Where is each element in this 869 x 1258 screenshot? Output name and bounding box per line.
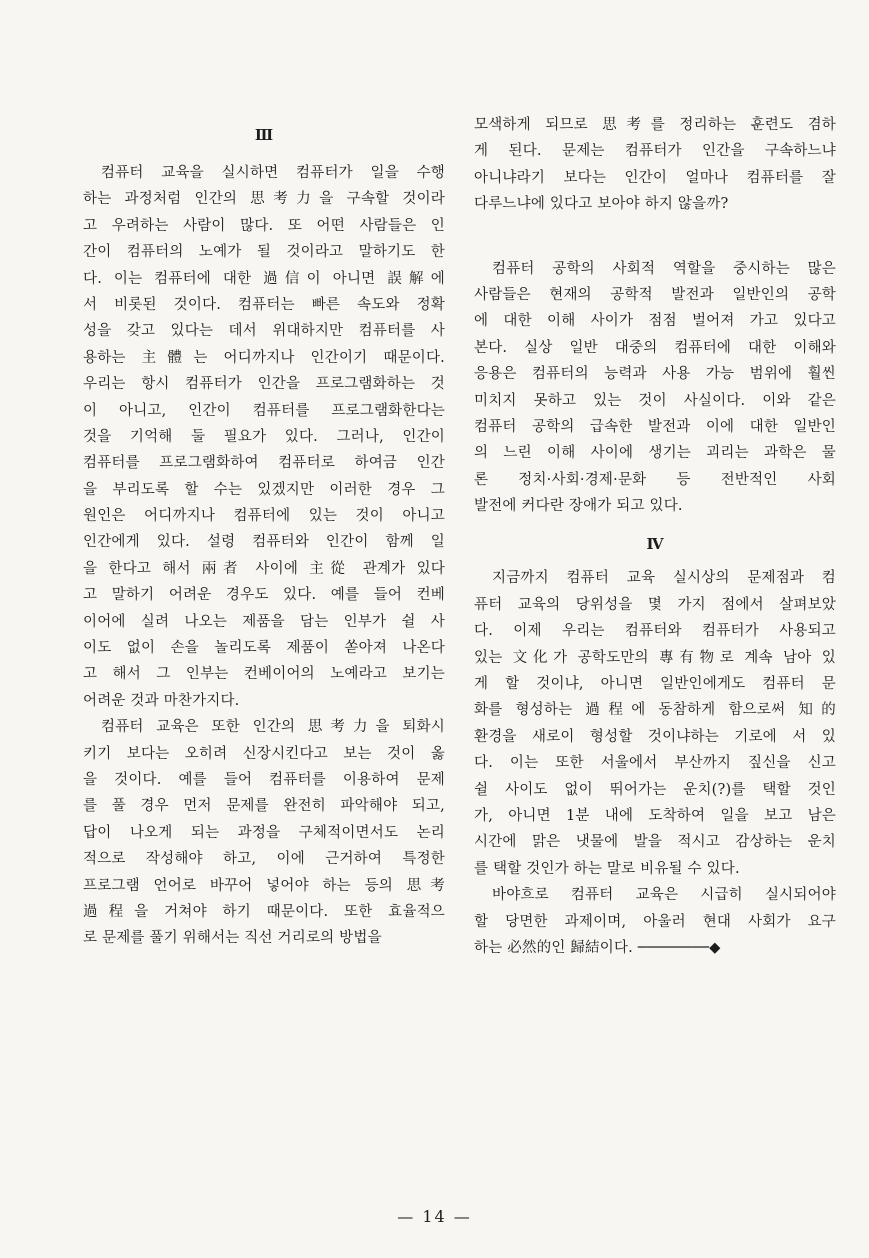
text-line: 을 것이다. 예를 들어 컴퓨터를 이용하여 문제 bbox=[83, 771, 445, 788]
text-line: 컴퓨터 교육을 실시하면 컴퓨터가 일을 수행 bbox=[101, 165, 445, 181]
text-line: 있는 文化가 공학도만의 專有物로 계속 남아 있 bbox=[474, 649, 836, 666]
text-line: 에 대한 이해 사이가 점점 벌어져 가고 있다고 bbox=[474, 313, 836, 330]
text-line: 다. 이는 컴퓨터에 대한 過信이 아니면 誤解에 bbox=[83, 270, 445, 287]
text-line: 화를 형성하는 過程에 동참하게 함으로써 知的 bbox=[474, 702, 836, 719]
text-line: 쉴 사이도 없이 뛰어가는 운치(?)를 택할 것인 bbox=[474, 781, 836, 798]
text-line: 론 정치·사회·경제·문화 등 전반적인 사회 bbox=[474, 471, 836, 488]
text-line: 하는 必然的인 歸結이다. ────────◆ bbox=[474, 939, 721, 956]
text-line: 過程을 거쳐야 하기 때문이다. 또한 효율적으 bbox=[83, 903, 445, 920]
text-line: 다. 이제 우리는 컴퓨터와 컴퓨터가 사용되고 bbox=[474, 623, 836, 640]
text-line: 우리는 항시 컴퓨터가 인간을 프로그램화하는 것 bbox=[83, 376, 445, 393]
text-line: 하는 과정처럼 인간의 思考力을 구속할 것이라 bbox=[83, 191, 445, 208]
text-line: 어려운 것과 마찬가지다. bbox=[83, 692, 240, 709]
text-line: 원인은 어디까지나 컴퓨터에 있는 것이 아니고 bbox=[83, 508, 445, 525]
text-line: 다루느냐에 있다고 보아야 하지 않을까? bbox=[474, 196, 729, 213]
text-line: 컴퓨터를 프로그램화하여 컴퓨터로 하여금 인간 bbox=[83, 455, 445, 472]
text-line: 사람들은 현재의 공학적 발전과 일반인의 공학 bbox=[474, 286, 836, 303]
text-line: 을 한다고 해서 兩者 사이에 主從 관계가 있다 bbox=[83, 560, 445, 577]
text-line: 고 우려하는 사람이 많다. 또 어떤 사람들은 인 bbox=[83, 217, 445, 234]
text-line: 고 말하기 어려운 경우도 있다. 예를 들어 컨베 bbox=[83, 587, 445, 604]
text-line: 용하는 主體는 어디까지나 인간이기 때문이다. bbox=[83, 349, 445, 366]
text-line: 바야흐로 컴퓨터 교육은 시급히 실시되어야 bbox=[492, 887, 836, 904]
text-line: 다. 이는 또한 서울에서 부산까지 짚신을 신고 bbox=[474, 755, 836, 772]
text-line: 컴퓨터 공학의 사회적 역할을 중시하는 많은 bbox=[492, 260, 836, 277]
text-line: 답이 나오게 되는 과정을 구체적이면서도 논리 bbox=[83, 824, 445, 841]
text-line: 게 된다. 문제는 컴퓨터가 인간을 구속하느냐 bbox=[474, 143, 836, 160]
section-heading-3: Ⅲ bbox=[254, 126, 274, 144]
text-line: 할 당면한 과제이며, 아울러 현대 사회가 요구 bbox=[474, 913, 836, 930]
text-line: 컴퓨터 교육은 또한 인간의 思考力을 퇴화시 bbox=[101, 719, 445, 736]
text-line: 본다. 실상 일반 대중의 컴퓨터에 대한 이해와 bbox=[474, 339, 836, 356]
text-line: 인간에게 있다. 설령 컴퓨터와 인간이 함께 일 bbox=[83, 534, 445, 551]
text-line: 서 비롯된 것이다. 컴퓨터는 빠른 속도와 정확 bbox=[83, 296, 445, 313]
text-line: 응용은 컴퓨터의 능력과 사용 가능 범위에 훨씬 bbox=[474, 366, 836, 383]
text-line: 아니냐라기 보다는 인간이 얼마나 컴퓨터를 잘 bbox=[474, 169, 836, 186]
text-line: 미치지 못하고 있는 것이 사실이다. 이와 같은 bbox=[474, 392, 836, 409]
text-line: 이도 없이 손을 놀리도록 제품이 쏟아져 나온다 bbox=[83, 640, 445, 657]
text-line: 를 택할 것인가 하는 말로 비유될 수 있다. bbox=[474, 860, 740, 877]
text-line: 이 아니고, 인간이 컴퓨터를 프로그램화한다는 bbox=[83, 402, 445, 419]
right-paragraph-continued bbox=[474, 112, 836, 218]
text-line: 게 할 것이냐, 아니면 일반인에게도 컴퓨터 문 bbox=[474, 676, 836, 693]
text-line: 이어에 실려 나오는 제품을 담는 인부가 쉴 사 bbox=[83, 613, 445, 630]
text-line: 시간에 맑은 냇물에 발을 적시고 감상하는 운치 bbox=[474, 834, 836, 851]
text-line: 지금까지 컴퓨터 교육 실시상의 문제점과 컴 bbox=[492, 570, 836, 587]
text-line: 간이 컴퓨터의 노예가 될 것이라고 말하기도 한 bbox=[83, 244, 445, 261]
text-line: 을 부리도록 할 수는 있겠지만 이러한 경우 그 bbox=[83, 481, 445, 498]
text-line: 것을 기억해 둘 필요가 있다. 그러나, 인간이 bbox=[83, 428, 445, 445]
text-line: 환경을 새로이 형성할 것이냐하는 기로에 서 있 bbox=[474, 728, 836, 745]
text-line: 발전에 커다란 장애가 되고 있다. bbox=[474, 498, 683, 515]
text-line: 를 풀 경우 먼저 문제를 완전히 파악해야 되고, bbox=[83, 798, 445, 815]
text-line: 적으로 작성해야 하고, 이에 근거하여 특정한 bbox=[83, 851, 445, 868]
text-line: 퓨터 교육의 당위성을 몇 가지 점에서 살펴보았 bbox=[474, 596, 836, 613]
text-line: 프로그램 언어로 바꾸어 넣어야 하는 등의 思考 bbox=[83, 877, 445, 894]
right-paragraph-3 bbox=[474, 565, 836, 961]
text-line: 가, 아니면 1분 내에 도착하여 일을 보고 남은 bbox=[474, 807, 836, 824]
text-line: 키기 보다는 오히려 신장시킨다고 보는 것이 옳 bbox=[83, 745, 445, 762]
text-line: 성을 갖고 있다는 데서 위대하지만 컴퓨터를 사 bbox=[83, 323, 445, 340]
left-column-text bbox=[83, 160, 445, 952]
text-line: 의 느린 이해 사이에 생기는 괴리는 과학은 물 bbox=[474, 445, 836, 462]
text-line: 컴퓨터 공학의 급속한 발전과 이에 대한 일반인 bbox=[474, 418, 836, 435]
right-column bbox=[474, 112, 836, 961]
section-heading-4: Ⅳ bbox=[646, 535, 664, 554]
text-line: 로 문제를 풀기 위해서는 직선 거리로의 방법을 bbox=[83, 930, 382, 947]
text-line: 고 해서 그 인부는 컨베이어의 노예라고 보기는 bbox=[83, 666, 445, 683]
right-paragraph-2 bbox=[474, 256, 836, 520]
text-line: 모색하게 되므로 思考를 정리하는 훈련도 겸하 bbox=[474, 117, 836, 133]
page-number: — 14 — bbox=[397, 1207, 472, 1226]
left-column bbox=[83, 108, 445, 952]
